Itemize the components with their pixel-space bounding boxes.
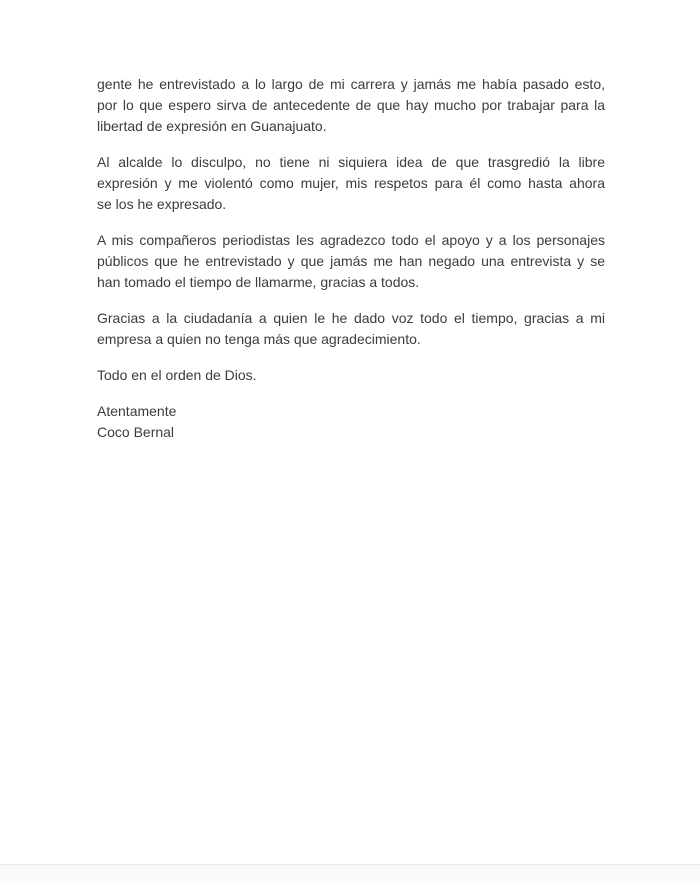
text-line: públicos que he entrevistado y que jamás me han negado una entrevista y se <box>97 253 605 269</box>
text-line: por lo que espero sirva de antecedente de que hay mucho por trabajar para la <box>97 97 605 113</box>
text-line: han tomado el tiempo de llamarme, gracias a todos. <box>97 274 420 290</box>
paragraph <box>97 308 605 350</box>
letter-body <box>97 74 605 458</box>
paragraph <box>97 74 605 137</box>
paragraph <box>97 365 605 386</box>
paragraph <box>97 230 605 293</box>
text-line: empresa a quien no tenga más que agradecimiento. <box>97 331 421 347</box>
text-line: se los he expresado. <box>97 196 227 212</box>
text-line: Coco Bernal <box>97 424 175 440</box>
text-line: expresión y me violentó como mujer, mis respetos para él como hasta ahora <box>97 175 605 191</box>
paragraph <box>97 152 605 215</box>
text-line: Gracias a la ciudadanía a quien le he dado voz todo el tiempo, gracias a mi <box>97 310 605 326</box>
text-line: gente he entrevistado a lo largo de mi carrera y jamás me había pasado esto, <box>97 76 605 92</box>
text-line: Todo en el orden de Dios. <box>97 367 257 383</box>
text-line: Al alcalde lo disculpo, no tiene ni siquiera idea de que trasgredió la libre <box>97 154 605 170</box>
viewer-gap <box>0 864 700 883</box>
text-line: Atentamente <box>97 403 177 419</box>
text-line: A mis compañeros periodistas les agradezco todo el apoyo y a los personajes <box>97 232 605 248</box>
paragraph <box>97 401 605 443</box>
text-line: libertad de expresión en Guanajuato. <box>97 118 327 134</box>
